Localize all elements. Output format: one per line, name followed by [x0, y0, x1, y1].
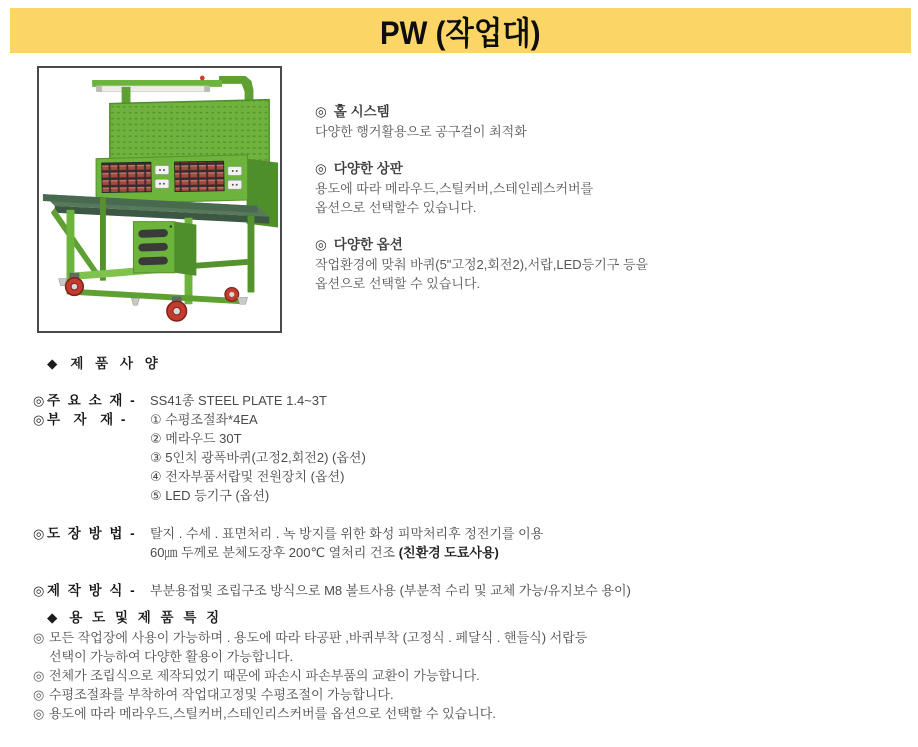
- usage-bullet-wrap: 선택이 가능하여 다양한 활용이 가능합니다.: [49, 649, 294, 664]
- product-image-frame: [37, 66, 282, 333]
- diamond-bullet-icon: ◆: [47, 356, 62, 371]
- spec-label: 부 자 재 -: [47, 412, 128, 427]
- usage-bullet: ◎ 용도에 따라 메라우드,스틸커버,스테인리스커버를 옵션으로 선택할 수 있습니다.: [33, 706, 496, 721]
- spec-row-construction: [33, 581, 893, 600]
- page-title: PW (작업대): [380, 14, 541, 51]
- spec-label: 도 장 방 법 -: [47, 526, 137, 541]
- usage-section-title: ◆ 용 도 및 제 품 특 징: [47, 610, 223, 625]
- spec-value: 부분용접및 조립구조 방식으로 M8 볼트사용 (부분적 수리 및 교체 가능/유지보수 용이): [150, 583, 631, 598]
- spec-section-title: ◆ 제 품 사 양: [47, 356, 162, 371]
- double-circle-bullet-icon: ◎: [33, 706, 45, 721]
- double-circle-bullet-icon: ◎: [33, 630, 45, 645]
- feature-tabletops: [315, 159, 775, 217]
- double-circle-bullet-icon: ◎: [33, 412, 45, 427]
- double-circle-bullet-icon: ◎: [33, 687, 45, 702]
- bin-cabinet-icon: [96, 155, 247, 204]
- feature-line: 다양한 행거활용으로 공구걸이 최적화: [315, 124, 527, 139]
- feature-hole-system: [315, 102, 775, 141]
- feature-line: 옵션으로 선택할수 있습니다.: [315, 200, 477, 215]
- spec-row-material: [33, 391, 893, 410]
- usage-bullet: ◎ 모든 작업장에 사용이 가능하며 . 용도에 따라 타공판 ,바퀴부착 (고정식 . 페달식 . 핸들식) 서랍등: [33, 630, 588, 645]
- spec-accessory-item: ⑤ LED 등기구 (옵션): [150, 488, 270, 503]
- double-circle-bullet-icon: ◎: [33, 393, 45, 408]
- spec-row-painting: [33, 524, 893, 562]
- spec-label: 주 요 소 재 -: [47, 393, 137, 408]
- spec-accessory-item: ① 수평조절좌*4EA: [150, 412, 258, 427]
- feature-heading: 다양한 상판: [333, 161, 403, 176]
- feature-notes: [315, 102, 775, 311]
- double-circle-bullet-icon: ◎: [33, 583, 45, 598]
- feature-line: 용도에 따라 메라우드,스틸커버,스테인레스커버를: [315, 181, 594, 196]
- feature-heading: 홀 시스템: [333, 104, 390, 119]
- eco-paint-note: (친환경 도료사용): [398, 545, 499, 560]
- title-banner: [10, 8, 911, 53]
- usage-bullet: ◎ 수평조절좌를 부착하여 작업대고정및 수평조절이 가능합니다.: [33, 687, 394, 702]
- feature-line: 옵션으로 선택할 수 있습니다.: [315, 276, 481, 291]
- double-circle-bullet-icon: ◎: [33, 668, 45, 683]
- spec-row-accessories: [33, 410, 893, 505]
- workbench-illustration: [39, 68, 280, 331]
- double-circle-bullet-icon: ◎: [33, 526, 45, 541]
- spec-accessory-item: ④ 전자부품서랍및 전원장치 (옵션): [150, 469, 345, 484]
- double-circle-bullet-icon: ◎: [315, 104, 327, 119]
- spec-accessory-item: ② 메라우드 30T: [150, 431, 242, 446]
- feature-options: [315, 235, 775, 293]
- spec-label: 제 작 방 식 -: [47, 583, 137, 598]
- double-circle-bullet-icon: ◎: [315, 161, 327, 176]
- feature-line: 작업환경에 맞춰 바퀴(5"고정2,회전2),서랍,LED등기구 등을: [315, 257, 649, 272]
- feature-heading: 다양한 옵션: [333, 237, 403, 252]
- usage-section: [33, 608, 903, 723]
- spec-accessory-item: ③ 5인치 광폭바퀴(고정2,회전2) (옵션): [150, 450, 366, 465]
- product-spec-section: [33, 354, 893, 600]
- double-circle-bullet-icon: ◎: [315, 237, 327, 252]
- spec-painting-line2: 60㎛ 두께로 분체도장후 200℃ 열처리 건조 (친환경 도료사용): [150, 545, 499, 560]
- spec-painting-line1: 탈지 . 수세 . 표면처리 . 녹 방지를 위한 화성 피막처리후 정전기를 이용: [150, 526, 544, 541]
- spec-value: SS41종 STEEL PLATE 1.4~3T: [150, 393, 327, 408]
- diamond-bullet-icon: ◆: [47, 610, 61, 625]
- drawer-unit-icon: [133, 222, 196, 276]
- spec-accessory-list: [150, 410, 366, 505]
- usage-bullet: ◎ 전체가 조립식으로 제작되었기 때문에 파손시 파손부품의 교환이 가능합니다.: [33, 668, 480, 683]
- spec-painting-lines: [150, 524, 543, 562]
